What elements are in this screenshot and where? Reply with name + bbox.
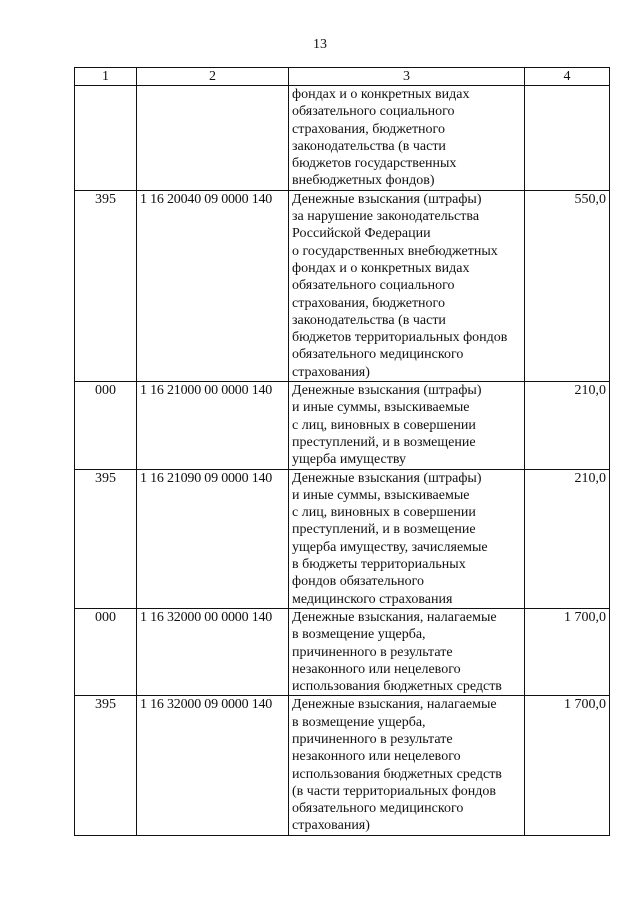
page-number: 13	[313, 37, 327, 52]
revenue-name-cell	[289, 469, 525, 608]
revenue-name-line: обязательного социального	[292, 104, 455, 120]
revenue-name-line: фондах и о конкретных видах	[292, 260, 470, 276]
revenue-name-line: использования бюджетных средств	[292, 766, 502, 782]
revenue-name-line: причиненного в результате	[292, 731, 453, 747]
table-row	[75, 469, 610, 608]
revenue-name-line: (в части территориальных фондов	[292, 783, 497, 799]
revenue-name-line: преступлений, и в возмещение	[292, 522, 476, 538]
budget-classification-code-cell: 1 16 20040 09 0000 140	[137, 190, 289, 381]
revenue-name-line: внебюджетных фондов)	[292, 173, 435, 189]
revenue-name-line: использования бюджетных средств	[292, 679, 502, 695]
revenue-name-line: и иные суммы, взыскиваемые	[292, 487, 470, 503]
revenue-name-cell	[289, 190, 525, 381]
amount-cell: 210,0	[525, 382, 610, 469]
revenue-name-cell	[289, 608, 525, 695]
header-col-3: 3	[289, 68, 525, 86]
revenue-name-line: законодательства (в части	[292, 138, 446, 154]
revenue-name-line: Денежные взыскания (штрафы)	[292, 470, 482, 486]
revenue-name-line: Денежные взыскания, налагаемые	[292, 609, 497, 625]
revenue-name-line: преступлений, и в возмещение	[292, 434, 476, 450]
amount-cell	[525, 86, 610, 191]
revenue-name-line: с лиц, виновных в совершении	[292, 505, 476, 521]
revenue-name-line: медицинского страхования	[292, 591, 453, 607]
table-row	[75, 86, 610, 191]
revenue-name-line: ущерба имуществу	[292, 452, 406, 468]
admin-code-cell: 395	[75, 190, 137, 381]
revenue-name-line: в возмещение ущерба,	[292, 627, 426, 643]
budget-classification-code-cell: 1 16 21090 09 0000 140	[137, 469, 289, 608]
revenue-name-cell	[289, 696, 525, 835]
revenue-name-line: страхования)	[292, 818, 370, 834]
revenue-name-line: Денежные взыскания (штрафы)	[292, 383, 482, 399]
revenue-name-line: в бюджеты территориальных	[292, 557, 466, 573]
revenue-name-line: обязательного медицинского	[292, 801, 464, 817]
header-col-2: 2	[137, 68, 289, 86]
budget-revenue-table	[74, 67, 610, 836]
revenue-name-line: законодательства (в части	[292, 312, 446, 328]
revenue-name-line: и иные суммы, взыскиваемые	[292, 400, 470, 416]
budget-classification-code-cell: 1 16 21000 00 0000 140	[137, 382, 289, 469]
revenue-name-line: бюджетов государственных	[292, 156, 457, 172]
table-body	[75, 86, 610, 836]
admin-code-cell: 000	[75, 608, 137, 695]
revenue-name-line: причиненного в результате	[292, 644, 453, 660]
header-col-4: 4	[525, 68, 610, 86]
table-row	[75, 382, 610, 469]
header-col-1: 1	[75, 68, 137, 86]
revenue-name-line: страхования)	[292, 364, 370, 380]
revenue-name-line: ущерба имуществу, зачисляемые	[292, 539, 488, 555]
table-row	[75, 190, 610, 381]
revenue-name-line: бюджетов территориальных фондов	[292, 330, 508, 346]
table-row	[75, 696, 610, 835]
revenue-name-cell	[289, 86, 525, 191]
revenue-name-line: незаконного или нецелевого	[292, 661, 461, 677]
admin-code-cell: 395	[75, 469, 137, 608]
revenue-name-line: Денежные взыскания, налагаемые	[292, 697, 497, 713]
amount-cell: 550,0	[525, 190, 610, 381]
admin-code-cell: 000	[75, 382, 137, 469]
revenue-name-line: фондов обязательного	[292, 574, 424, 590]
budget-classification-code-cell: 1 16 32000 09 0000 140	[137, 696, 289, 835]
revenue-name-line: с лиц, виновных в совершении	[292, 417, 476, 433]
revenue-name-cell	[289, 382, 525, 469]
revenue-name-line: обязательного медицинского	[292, 347, 464, 363]
revenue-name-line: фондах и о конкретных видах	[292, 87, 470, 102]
revenue-name-line: Денежные взыскания (штрафы)	[292, 191, 482, 207]
budget-classification-code-cell	[137, 86, 289, 191]
revenue-name-line: о государственных внебюджетных	[292, 243, 498, 259]
amount-cell: 210,0	[525, 469, 610, 608]
table-row	[75, 608, 610, 695]
amount-cell: 1 700,0	[525, 608, 610, 695]
header-row	[75, 68, 610, 86]
revenue-name-line: за нарушение законодательства	[292, 209, 480, 225]
admin-code-cell: 395	[75, 696, 137, 835]
revenue-name-line: обязательного социального	[292, 278, 455, 294]
revenue-name-line: страхования, бюджетного	[292, 121, 445, 137]
table-header	[75, 68, 610, 86]
revenue-name-line: страхования, бюджетного	[292, 295, 445, 311]
budget-classification-code-cell: 1 16 32000 00 0000 140	[137, 608, 289, 695]
revenue-name-line: незаконного или нецелевого	[292, 749, 461, 765]
revenue-name-line: Российской Федерации	[292, 226, 431, 242]
revenue-name-line: в возмещение ущерба,	[292, 714, 426, 730]
amount-cell: 1 700,0	[525, 696, 610, 835]
admin-code-cell	[75, 86, 137, 191]
